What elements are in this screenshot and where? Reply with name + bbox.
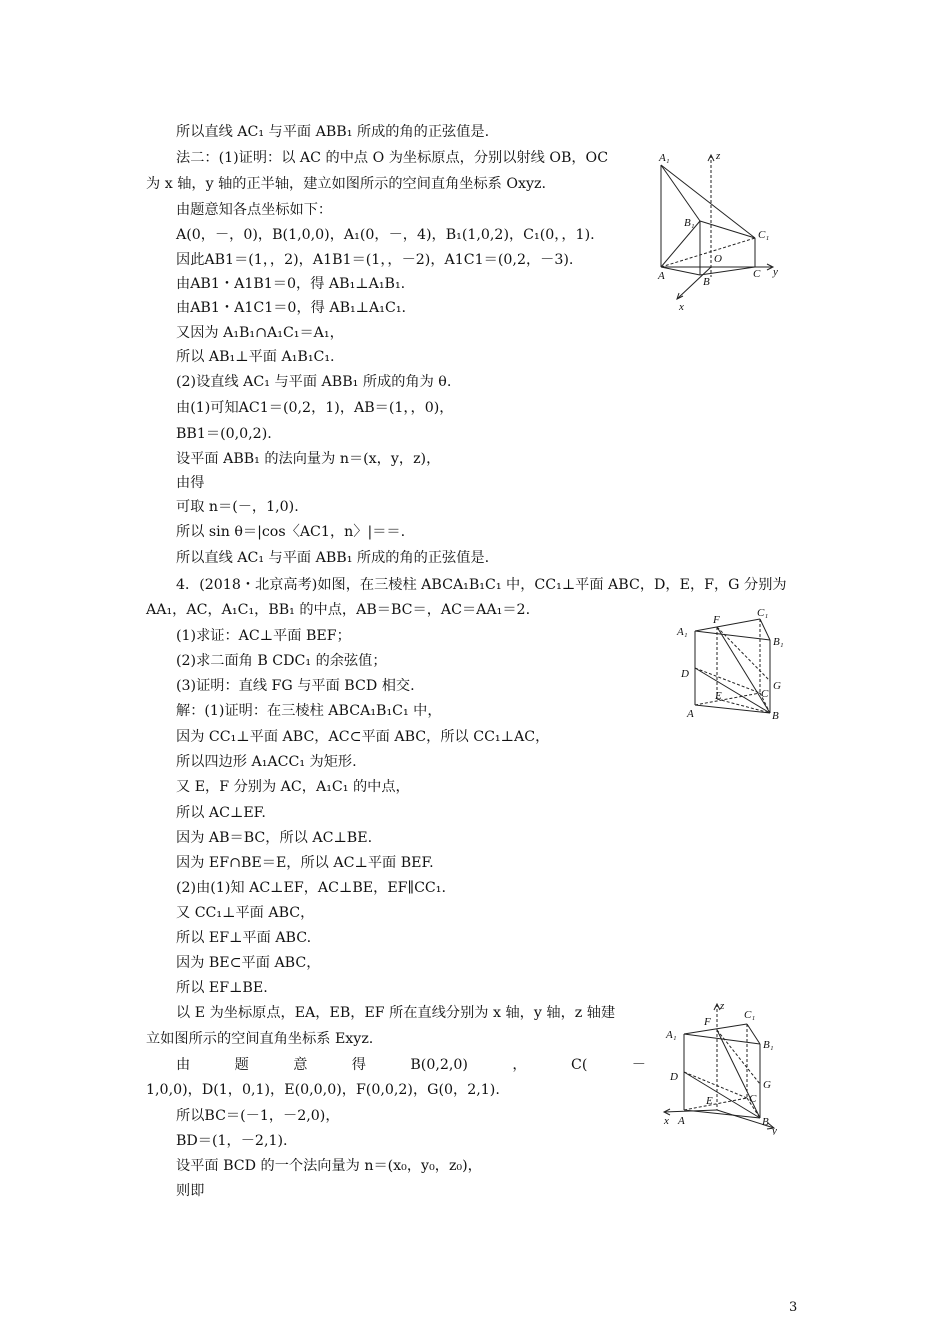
- text-line: 由题意知各点坐标如下：: [176, 202, 333, 218]
- text-line: BB1＝(0,0,2).: [176, 426, 272, 442]
- fig-label: G: [763, 1079, 771, 1091]
- fig-label: B: [703, 276, 710, 288]
- spread-text-line: [176, 1056, 646, 1074]
- text-line: 又 CC₁⊥平面 ABC，: [176, 905, 315, 921]
- fig-label: G: [773, 680, 781, 692]
- text-line: 又因为 A₁B₁∩A₁C₁＝A₁，: [176, 325, 344, 341]
- text-line: 所以 EF⊥BE.: [176, 980, 268, 996]
- text-line: 4．(2018・北京高考)如图，在三棱柱 ABCA₁B₁C₁ 中，CC₁⊥平面 ABC，D，E，F，G 分别为: [176, 577, 787, 593]
- spread-word: 得: [351, 1057, 366, 1073]
- text-line: 由得: [176, 475, 205, 491]
- fig-label: A₁: [666, 1029, 677, 1041]
- text-line: 因为 BE⊂平面 ABC，: [176, 955, 321, 971]
- text-line: 所以 AC⊥EF.: [176, 805, 266, 821]
- spread-word: C(: [570, 1057, 588, 1073]
- text-line: 设平面 BCD 的一个法向量为 n＝(x₀，y₀，z₀)，: [176, 1158, 482, 1174]
- fig-label: B₁: [763, 1039, 774, 1051]
- text-line: 解：(1)证明：在三棱柱 ABCA₁B₁C₁ 中，: [176, 703, 442, 719]
- text-line: AA₁，AC，A₁C₁，BB₁ 的中点，AB＝BC＝，AC＝AA₁＝2.: [146, 602, 531, 618]
- fig-label: x: [664, 1115, 669, 1127]
- fig-label: C: [749, 1093, 757, 1105]
- text-line: 可取 n＝(－，1,0).: [176, 499, 299, 515]
- fig-label: A: [678, 1115, 685, 1127]
- fig-label: y: [773, 266, 778, 278]
- fig-label: E: [706, 1095, 713, 1107]
- fig-label: F: [713, 614, 720, 626]
- text-line: 由(1)可知AC1＝(0,2，1)，AB＝(1，，0)，: [176, 400, 454, 416]
- text-line: 则即: [176, 1183, 205, 1199]
- fig-label: D: [670, 1071, 678, 1083]
- text-line: 由AB1・A1C1＝0，得 AB₁⊥A₁C₁.: [176, 300, 407, 316]
- fig-label: x: [679, 301, 684, 312]
- figure-prism-abc: [675, 605, 795, 725]
- text-line: 由AB1・A1B1＝0，得 AB₁⊥A₁B₁.: [176, 276, 406, 292]
- text-line: 所以 sin θ＝|cos〈AC1，n〉|＝＝.: [176, 524, 406, 540]
- text-line: 1,0,0)，D(1，0,1)，E(0,0,0)，F(0,0,2)，G(0，2,1).: [146, 1082, 500, 1098]
- text-line: 设平面 ABB₁ 的法向量为 n＝(x，y，z)，: [176, 451, 441, 467]
- fig-label: A: [658, 270, 665, 282]
- fig-label: B: [762, 1116, 769, 1128]
- text-line: 所以 AB₁⊥平面 A₁B₁C₁.: [176, 349, 335, 365]
- fig-label: B: [772, 710, 779, 722]
- fig-label: C₁: [744, 1009, 756, 1021]
- text-line: (2)由(1)知 AC⊥EF，AC⊥BE，EF∥CC₁.: [176, 880, 446, 896]
- fig-label: F: [704, 1016, 711, 1028]
- fig-label: O: [714, 253, 722, 265]
- text-line: 所以直线 AC₁ 与平面 ABB₁ 所成的角的正弦值是.: [176, 550, 490, 566]
- text-line: BD＝(1，－2,1).: [176, 1133, 288, 1149]
- fig-label: C: [753, 268, 761, 280]
- spread-word: －: [631, 1057, 646, 1073]
- fig-label: y: [772, 1125, 777, 1135]
- fig-label: A: [687, 708, 694, 720]
- text-line: 因为 EF∩BE＝E，所以 AC⊥平面 BEF.: [176, 855, 434, 871]
- text-line: 因此AB1＝(1，，2)，A1B1＝(1，，－2)，A1C1＝(0,2，－3).: [176, 252, 574, 268]
- text-line: (2)求二面角 B CDC₁ 的余弦值；: [176, 653, 387, 669]
- text-line: (1)求证：AC⊥平面 BEF；: [176, 628, 351, 644]
- text-line: (3)证明：直线 FG 与平面 BCD 相交.: [176, 678, 415, 694]
- fig-label: z: [720, 1000, 725, 1012]
- fig-label: C₁: [758, 229, 770, 241]
- text-line: 所以四边形 A₁ACC₁ 为矩形.: [176, 754, 357, 770]
- fig-label: A₁: [659, 152, 670, 164]
- fig-label: D: [681, 668, 689, 680]
- fig-label: B₁: [773, 636, 784, 648]
- figure-prism-exyz: [662, 1000, 787, 1135]
- text-line: 因为 AB＝BC，所以 AC⊥BE.: [176, 830, 373, 846]
- text-line: 以 E 为坐标原点，EA，EB，EF 所在直线分别为 x 轴，y 轴，z 轴建: [176, 1005, 616, 1021]
- spread-word: 由: [176, 1057, 191, 1073]
- spread-word: 题: [234, 1057, 249, 1073]
- text-line: 所以BC＝(－1，－2,0)，: [176, 1108, 340, 1124]
- spread-word: B(0,2,0): [410, 1057, 468, 1073]
- text-line: (2)设直线 AC₁ 与平面 ABB₁ 所成的角为 θ.: [176, 374, 452, 390]
- fig-label: E: [715, 690, 722, 702]
- text-line: 又 E，F 分别为 AC，A₁C₁ 的中点，: [176, 779, 410, 795]
- spread-word: ，: [512, 1057, 527, 1073]
- text-line: 因为 CC₁⊥平面 ABC，AC⊂平面 ABC，所以 CC₁⊥AC，: [176, 729, 550, 745]
- page-number: 3: [789, 1300, 798, 1315]
- fig-label: z: [716, 150, 721, 162]
- fig-label: A₁: [677, 626, 688, 638]
- text-line: 所以直线 AC₁ 与平面 ABB₁ 所成的角的正弦值是.: [176, 124, 490, 140]
- fig-label: C₁: [757, 607, 769, 619]
- text-line: 法二：(1)证明：以 AC 的中点 O 为坐标原点，分别以射线 OB，OC: [176, 150, 609, 166]
- spread-word: 意: [293, 1057, 308, 1073]
- text-line: 所以 EF⊥平面 ABC.: [176, 930, 312, 946]
- fig-label: B₁: [684, 217, 695, 229]
- text-line: 为 x 轴，y 轴的正半轴，建立如图所示的空间直角坐标系 Oxyz.: [146, 176, 547, 192]
- text-line: A(0，－，0)，B(1,0,0)，A₁(0，－，4)，B₁(1,0,2)，C₁(0，，1).: [176, 227, 595, 243]
- figure-prism-oxyz: [655, 147, 795, 312]
- fig-label: C: [761, 688, 769, 700]
- text-line: 立如图所示的空间直角坐标系 Exyz.: [146, 1031, 374, 1047]
